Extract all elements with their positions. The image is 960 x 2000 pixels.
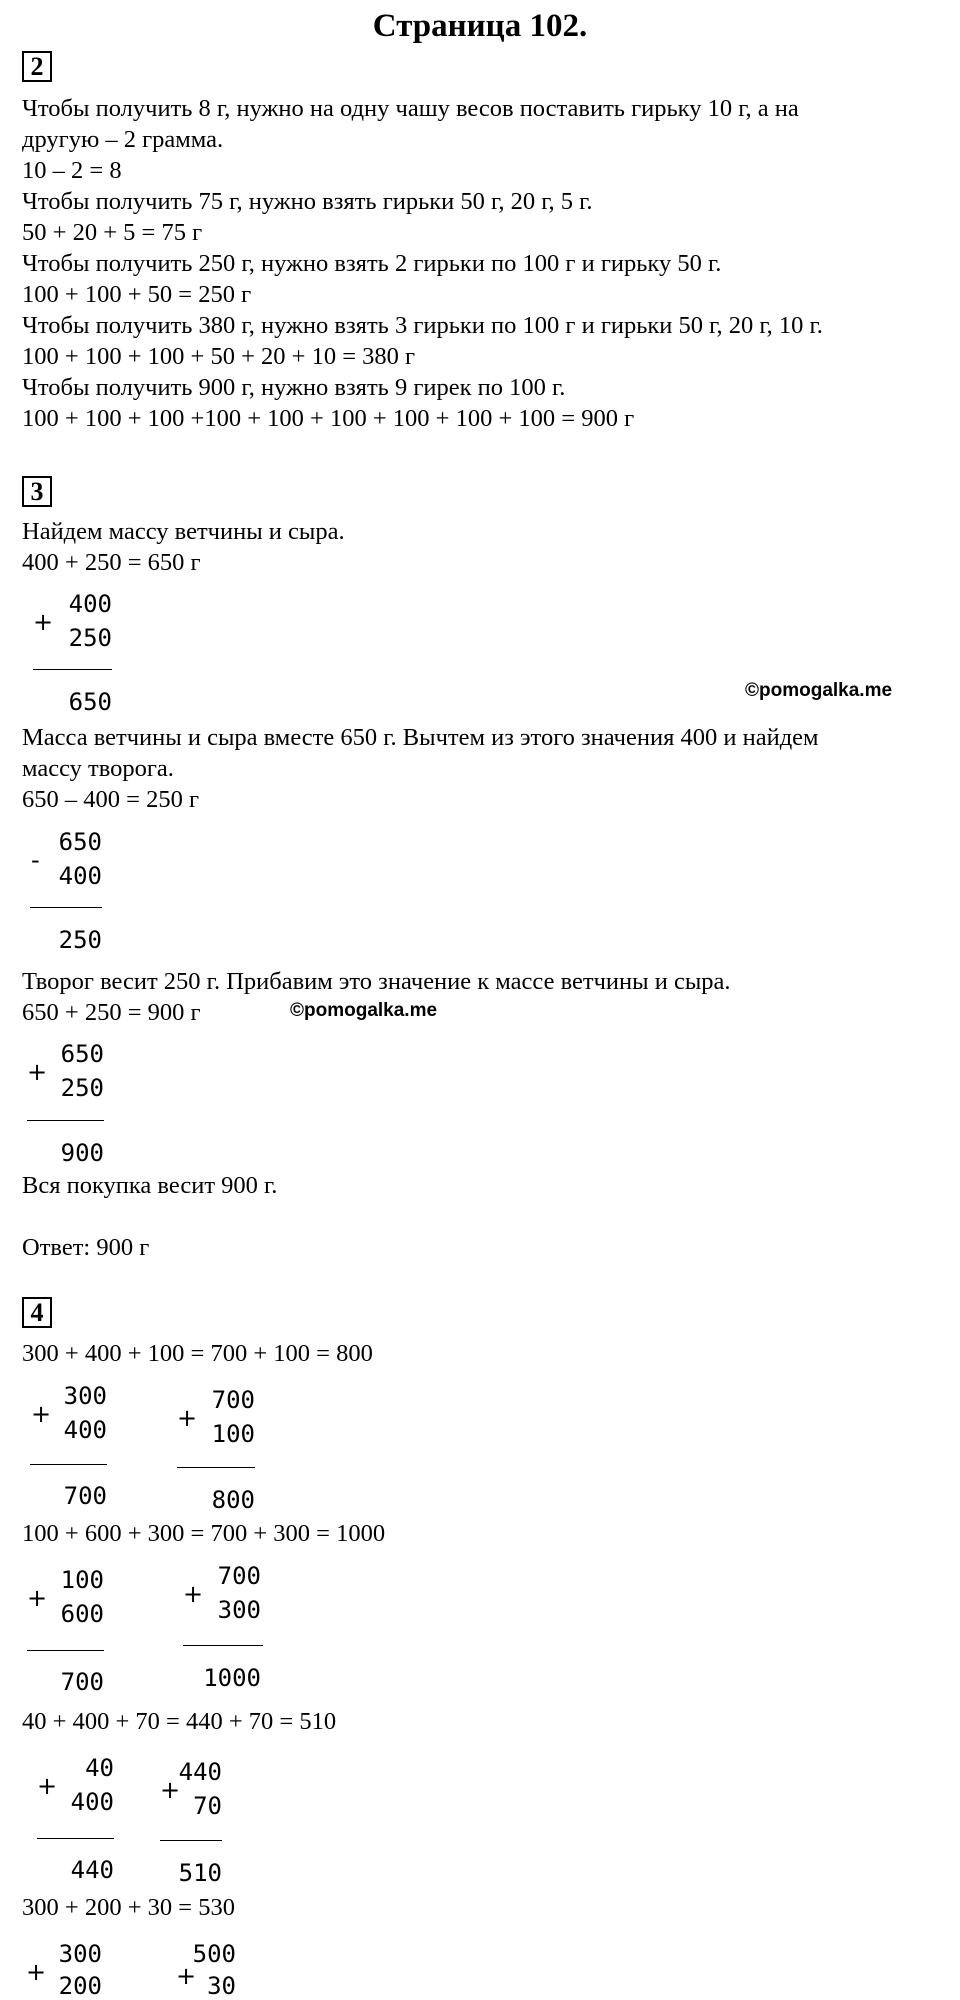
calc-operand: 700 bbox=[211, 1386, 255, 1414]
text-line: Масса ветчины и сыра вместе 650 г. Вычтем из этого значения 400 и найдем bbox=[22, 724, 819, 751]
equation: 100 + 100 + 100 +100 + 100 + 100 + 100 + 100 + 100 = 900 г bbox=[22, 405, 635, 432]
text-line: Чтобы получить 380 г, нужно взять 3 гирьки по 100 г и гирьки 50 г, 20 г, 10 г. bbox=[22, 312, 823, 339]
calc-operand: 400 bbox=[68, 590, 112, 618]
calc-operand: 250 bbox=[60, 1074, 104, 1102]
equation: 300 + 200 + 30 = 530 bbox=[22, 1894, 235, 1921]
calc-sign: + bbox=[27, 1584, 48, 1612]
calc-sign: + bbox=[160, 1776, 181, 1804]
calc-operand: 600 bbox=[60, 1600, 104, 1628]
calc-operand: 300 bbox=[58, 1940, 102, 1968]
calc-operand: 30 bbox=[207, 1972, 236, 2000]
calc-sign: + bbox=[26, 1958, 47, 1986]
calc-sign: + bbox=[37, 1772, 58, 1800]
calc-line bbox=[30, 907, 102, 908]
text-line: Чтобы получить 8 г, нужно на одну чашу весов поставить гирьку 10 г, а на bbox=[22, 95, 799, 122]
equation: 50 + 20 + 5 = 75 г bbox=[22, 219, 203, 246]
calc-sign: + bbox=[27, 1058, 48, 1086]
task-number-3: 3 bbox=[22, 476, 52, 507]
calc-operand: 650 bbox=[58, 828, 102, 856]
task-number-4: 4 bbox=[22, 1297, 52, 1328]
calc-result: 510 bbox=[178, 1859, 222, 1887]
calc-operand: 650 bbox=[60, 1040, 104, 1068]
calc-operand: 250 bbox=[68, 624, 112, 652]
equation: 400 + 250 = 650 г bbox=[22, 549, 201, 576]
calc-sign: + bbox=[176, 1962, 197, 1990]
calc-operand: 100 bbox=[60, 1566, 104, 1594]
calc-result: 800 bbox=[211, 1486, 255, 1514]
watermark: ©pomogalka.me bbox=[290, 1000, 438, 1021]
calc-operand: 300 bbox=[63, 1382, 107, 1410]
calc-operand: 700 bbox=[217, 1562, 261, 1590]
calc-result: 700 bbox=[63, 1482, 107, 1510]
calc-result: 1000 bbox=[203, 1664, 261, 1692]
text-line: Чтобы получить 250 г, нужно взять 2 гирьки по 100 г и гирьку 50 г. bbox=[22, 250, 722, 277]
answer: Ответ: 900 г bbox=[22, 1234, 150, 1261]
calc-result: 250 bbox=[58, 926, 102, 954]
calc-result: 440 bbox=[70, 1856, 114, 1884]
calc-operand: 40 bbox=[85, 1754, 114, 1782]
text-line: массу творога. bbox=[22, 755, 174, 782]
text-line: Найдем массу ветчины и сыра. bbox=[22, 518, 345, 545]
text-line: Чтобы получить 75 г, нужно взять гирьки 50 г, 20 г, 5 г. bbox=[22, 188, 593, 215]
calc-sign: - bbox=[31, 846, 40, 874]
text-line: Творог весит 250 г. Прибавим это значение к массе ветчины и сыра. bbox=[22, 968, 731, 995]
equation: 100 + 100 + 50 = 250 г bbox=[22, 281, 252, 308]
calc-line bbox=[160, 1840, 222, 1841]
calc-line bbox=[37, 1838, 114, 1839]
equation: 650 + 250 = 900 г bbox=[22, 999, 201, 1026]
calc-sign: + bbox=[177, 1404, 198, 1432]
calc-operand: 70 bbox=[193, 1792, 222, 1820]
calc-operand: 500 bbox=[192, 1940, 236, 1968]
page-title: Страница 102. bbox=[372, 8, 588, 44]
text-line: Вся покупка весит 900 г. bbox=[22, 1172, 278, 1199]
calc-operand: 100 bbox=[211, 1420, 255, 1448]
calc-operand: 200 bbox=[58, 1972, 102, 2000]
equation: 300 + 400 + 100 = 700 + 100 = 800 bbox=[22, 1340, 373, 1367]
calc-result: 900 bbox=[60, 1139, 104, 1167]
calc-operand: 400 bbox=[63, 1416, 107, 1444]
watermark: ©pomogalka.me bbox=[745, 680, 893, 701]
calc-result: 700 bbox=[60, 1668, 104, 1696]
text-line: Чтобы получить 900 г, нужно взять 9 гирек по 100 г. bbox=[22, 374, 566, 401]
calc-sign: + bbox=[31, 1400, 52, 1428]
task-number-2: 2 bbox=[22, 51, 52, 82]
calc-operand: 400 bbox=[70, 1788, 114, 1816]
calc-result: 650 bbox=[68, 688, 112, 716]
calc-line bbox=[183, 1645, 263, 1646]
equation: 10 – 2 = 8 bbox=[22, 157, 122, 184]
calc-operand: 300 bbox=[217, 1596, 261, 1624]
text-line: другую – 2 грамма. bbox=[22, 126, 224, 153]
equation: 650 – 400 = 250 г bbox=[22, 786, 199, 813]
calc-line bbox=[30, 1464, 107, 1465]
calc-line bbox=[177, 1467, 255, 1468]
calc-sign: + bbox=[33, 608, 54, 636]
calc-line bbox=[27, 1120, 104, 1121]
calc-line bbox=[33, 669, 112, 670]
calc-operand: 400 bbox=[58, 862, 102, 890]
equation: 100 + 600 + 300 = 700 + 300 = 1000 bbox=[22, 1520, 386, 1547]
equation: 40 + 400 + 70 = 440 + 70 = 510 bbox=[22, 1708, 337, 1735]
calc-line bbox=[27, 1650, 104, 1651]
calc-sign: + bbox=[183, 1580, 204, 1608]
equation: 100 + 100 + 100 + 50 + 20 + 10 = 380 г bbox=[22, 343, 416, 370]
calc-operand: 440 bbox=[178, 1758, 222, 1786]
